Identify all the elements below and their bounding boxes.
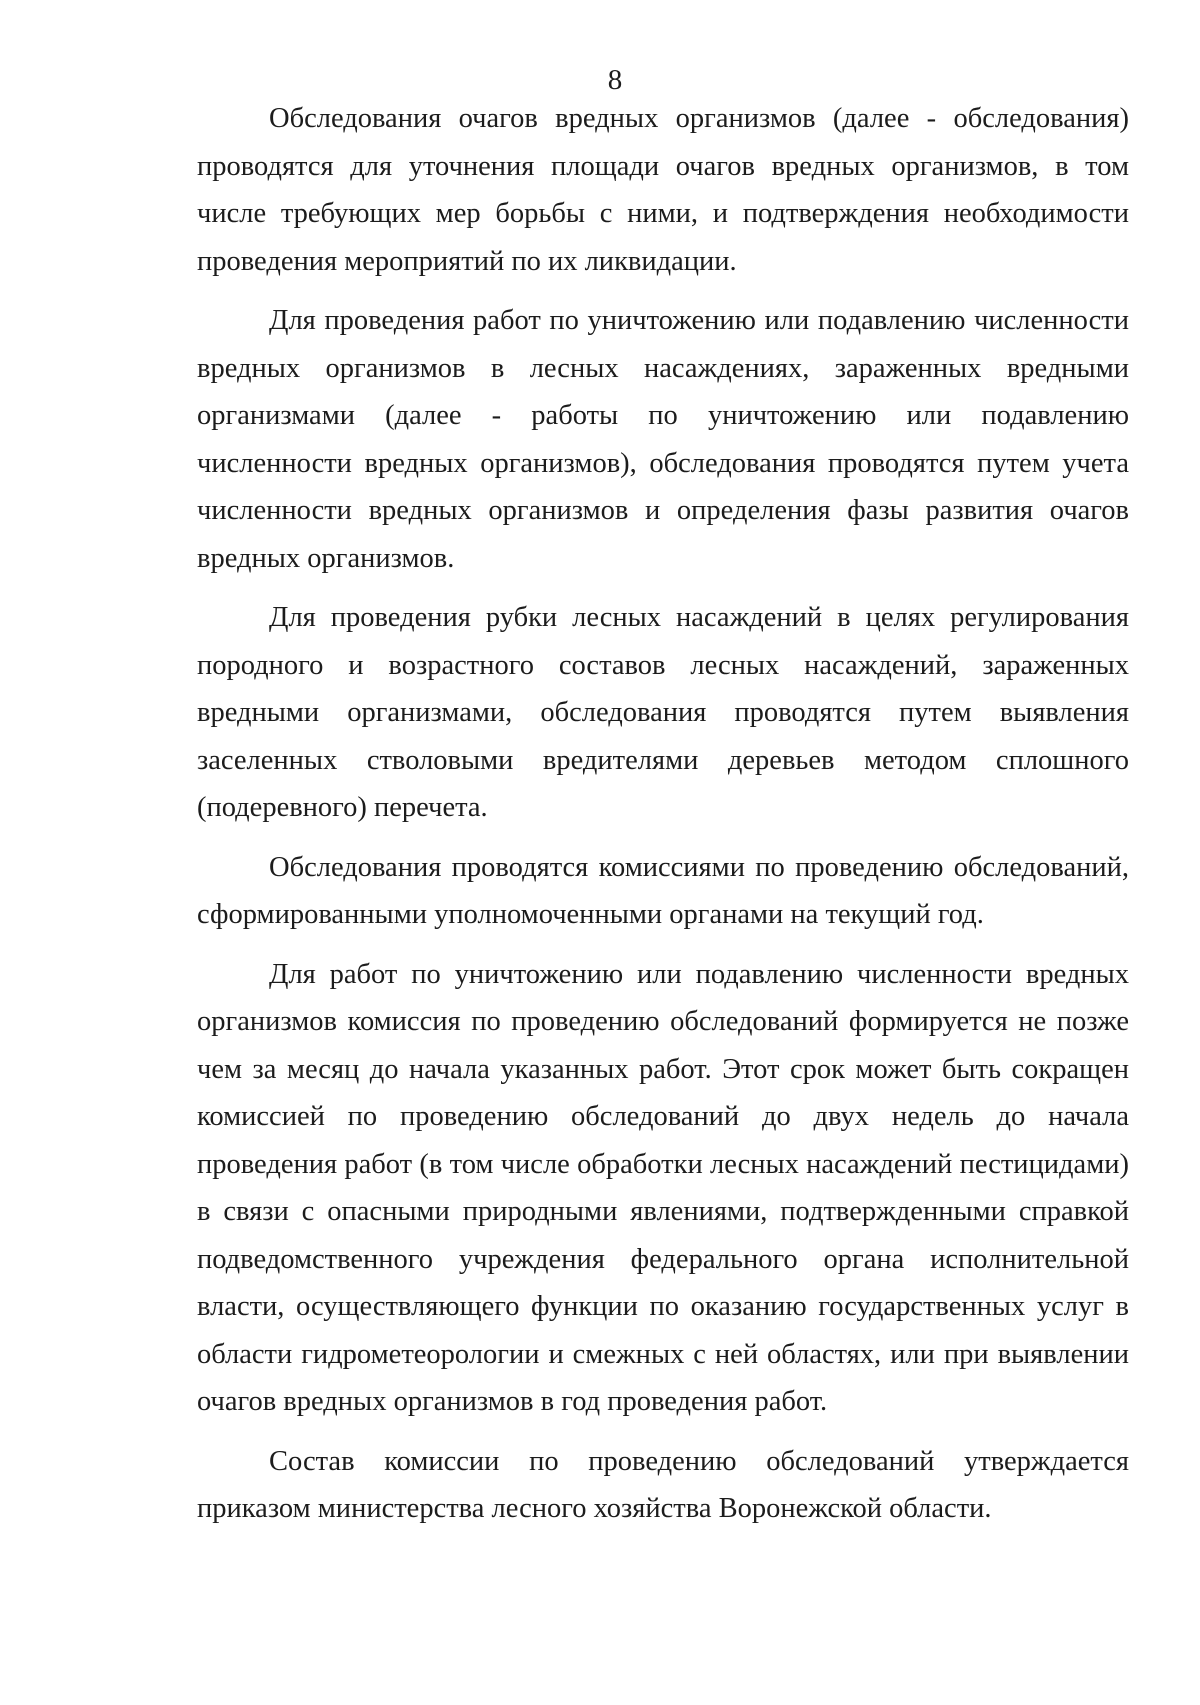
paragraph-commission-timing: Для работ по уничтожению или подавлению численности вредных организмов комиссия по проведению обследований формируется не позже чем за месяц до начала указанных работ. Этот срок может быть сокращен комиссией по проведению обследований до двух недель до начала проведения работ (в том числе обработки лесных насаждений пестицидами) в связи с опасными природными явлениями, подтвержденными справкой подведомственного учреждения федерального органа исполнительной власти, осуществляющего функции по оказанию государственных услуг в области гидрометеорологии и смежных с ней областях, или при выявлении очагов вредных организмов в год проведения работ.	[197, 958, 1129, 1417]
paragraph-felling-surveys: Для проведения рубки лесных насаждений в целях регулирования породного и возрастного составов лесных насаждений, зараженных вредными организмами, обследования проводятся путем выявления заселенных стволовыми вредителями деревьев методом сплошного (подеревного) перечета.	[197, 602, 1129, 823]
page-number: 8	[607, 64, 623, 96]
document-body	[197, 95, 1129, 1545]
paragraph-commissions: Обследования проводятся комиссиями по проведению обследований, сформированными уполномоченными органами на текущий год.	[197, 851, 1129, 930]
paragraph-pest-control-surveys: Для проведения работ по уничтожению или подавлению численности вредных организмов в лесных насаждениях, зараженных вредными организмами (далее - работы по уничтожению или подавлению численности вредных организмов), обследования проводятся путем учета численности вредных организмов и определения фазы развития очагов вредных организмов.	[197, 305, 1129, 574]
paragraph-survey-purpose: Обследования очагов вредных организмов (далее - обследования) проводятся для уточнения площади очагов вредных организмов, в том числе требующих мер борьбы с ними, и подтверждения необходимости проведения мероприятий по их ликвидации.	[197, 103, 1129, 277]
paragraph-commission-composition: Состав комиссии по проведению обследований утверждается приказом министерства лесного хозяйства Воронежской области.	[197, 1445, 1129, 1524]
